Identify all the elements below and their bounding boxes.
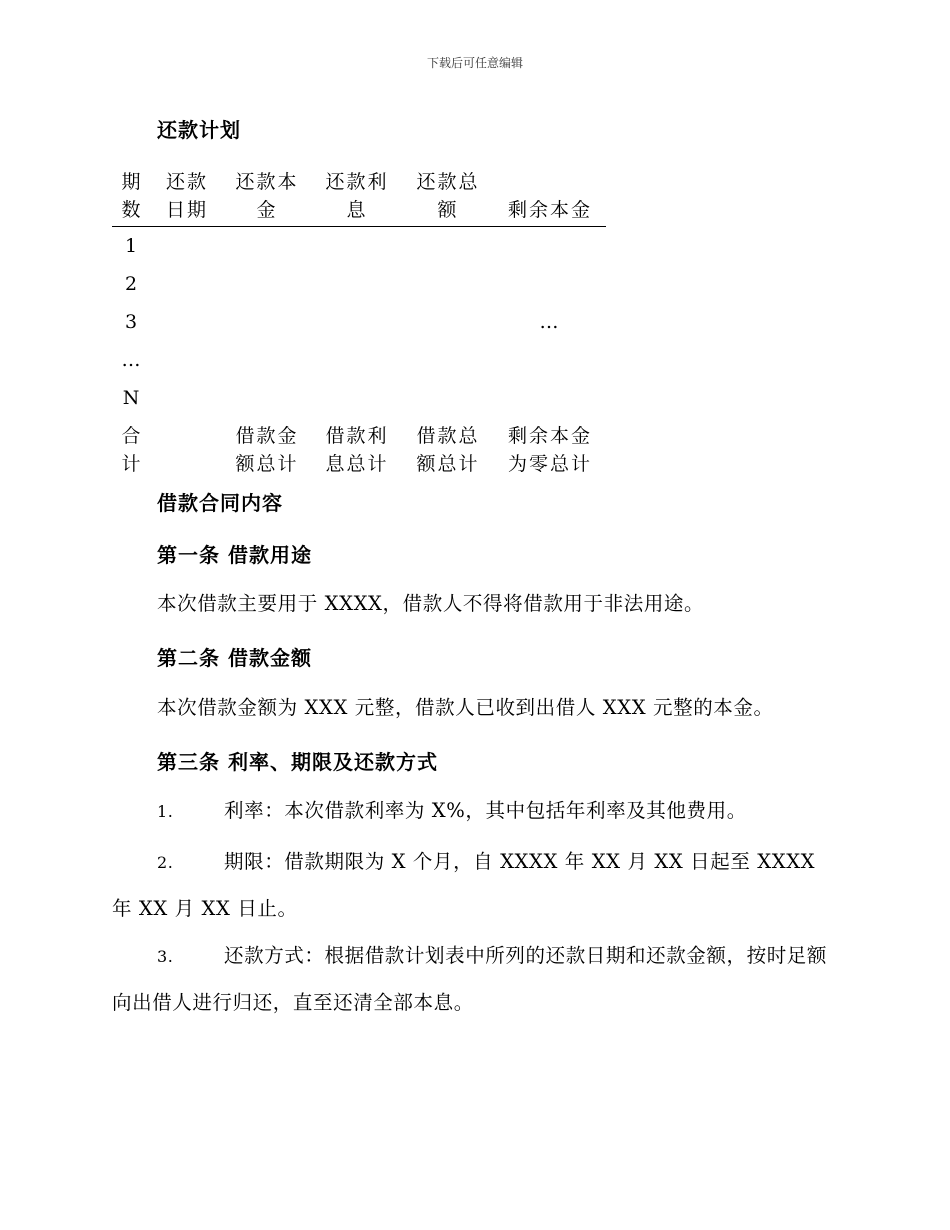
table-cell — [222, 379, 312, 417]
list-item — [112, 933, 832, 1026]
repayment-schedule-table — [112, 168, 606, 483]
table-cell: N — [122, 387, 142, 409]
table-cell — [152, 341, 222, 379]
column-header: 还款总 额 — [402, 168, 494, 227]
table-cell: … — [539, 311, 561, 333]
table-cell — [152, 303, 222, 341]
table-cell: 借款利 息总计 — [325, 425, 389, 475]
list-item — [112, 839, 832, 932]
table-row — [112, 303, 606, 341]
table-cell — [312, 265, 402, 303]
table-cell: 2 — [124, 273, 140, 295]
table-cell — [312, 379, 402, 417]
table-total-row — [112, 417, 606, 483]
table-cell — [312, 341, 402, 379]
table-cell — [152, 265, 222, 303]
table-cell — [152, 227, 222, 266]
table-cell — [494, 379, 606, 417]
table-row — [112, 341, 606, 379]
table-cell — [152, 379, 222, 417]
article3-title: 第三条 利率、期限及还款方式 — [157, 750, 438, 774]
table-cell: 合 计 — [121, 425, 143, 475]
table-cell — [222, 303, 312, 341]
table-cell: 剩余本金 为零总计 — [507, 425, 592, 475]
table-cell — [494, 341, 606, 379]
table-cell — [402, 341, 494, 379]
item-text: 期限：借款期限为 X 个月，自 XXXX 年 XX 月 XX 日起至 XXXX 年 XX 月 XX 日止。 — [112, 850, 816, 920]
article1-title: 第一条 借款用途 — [157, 543, 312, 567]
table-cell: 1 — [124, 235, 140, 257]
column-header: 还款利 息 — [312, 168, 402, 227]
table-cell — [152, 417, 222, 483]
article2-title: 第二条 借款金额 — [157, 646, 312, 670]
table-row — [112, 265, 606, 303]
column-header: 还款 日期 — [152, 168, 222, 227]
table-cell — [494, 265, 606, 303]
table-cell: 借款总 额总计 — [416, 425, 480, 475]
table-cell — [222, 227, 312, 266]
column-header: 还款本 金 — [222, 168, 312, 227]
contract-title: 借款合同内容 — [157, 491, 283, 515]
table-cell — [222, 341, 312, 379]
column-header: 期 数 — [112, 168, 152, 227]
table-cell — [402, 227, 494, 266]
table-cell — [402, 265, 494, 303]
item-number: 3. — [157, 947, 174, 966]
table-cell — [312, 303, 402, 341]
item-number: 2. — [157, 853, 174, 872]
table-cell: 借款金 额总计 — [235, 425, 299, 475]
table-row — [112, 379, 606, 417]
table-cell — [494, 227, 606, 266]
table-cell — [222, 265, 312, 303]
column-header: 剩余本金 — [494, 168, 606, 227]
table-row — [112, 227, 606, 266]
header-note: 下载后可任意编辑 — [426, 56, 523, 70]
item-text: 利率：本次借款利率为 X%，其中包括年利率及其他费用。 — [224, 799, 747, 822]
table-cell — [402, 303, 494, 341]
table-cell: … — [121, 349, 143, 371]
table-header-row — [112, 168, 606, 227]
table-cell — [312, 227, 402, 266]
list-item — [112, 788, 832, 835]
item-number: 1. — [157, 802, 174, 821]
table-cell — [402, 379, 494, 417]
table-cell: 3 — [124, 311, 140, 333]
schedule-title: 还款计划 — [157, 118, 241, 142]
article1-text: 本次借款主要用于 XXXX，借款人不得将借款用于非法用途。 — [157, 592, 705, 615]
article2-text: 本次借款金额为 XXX 元整，借款人已收到出借人 XXX 元整的本金。 — [157, 696, 774, 719]
item-text: 还款方式：根据借款计划表中所列的还款日期和还款金额，按时足额向出借人进行归还，直至还清全部本息。 — [112, 944, 828, 1014]
